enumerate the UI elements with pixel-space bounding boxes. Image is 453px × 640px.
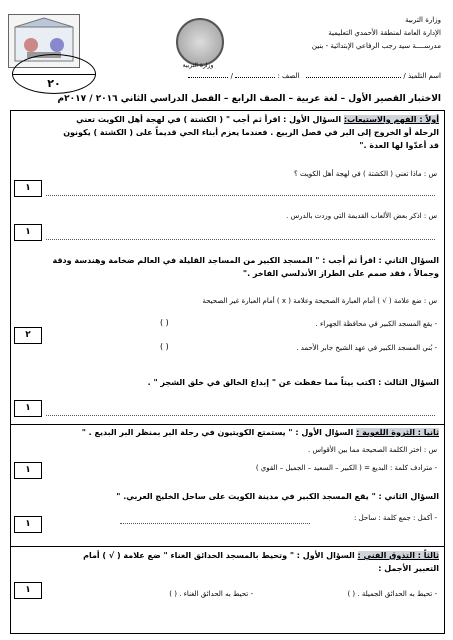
q2-intro: السؤال الثاني : اقرأ ثم أجب : " المسجد الكبير من المساجد القليلة في العالم ضخامة وهندسة ودقة (52, 256, 439, 265)
school-line (291, 40, 441, 53)
s3-option-1[interactable]: - تحيط به الحدائق الجميلة . ( ) (347, 590, 437, 598)
answer-line-s2-q2[interactable] (120, 522, 310, 524)
question-3: السؤال الثالث : اكتب بيتاً مما حفظت عن " إبداع الخالق في خلق الشجر " . (147, 378, 439, 387)
s2-question-1 (14, 426, 439, 439)
student-name-field[interactable] (306, 77, 401, 78)
q2-item-1: - يقع المسجد الكبير في محافظة الجهراء . (315, 320, 437, 328)
s2-question-2: السؤال الثاني : " يقع المسجد الكبير في مدينة الكويت على ساحل الخليج العربي. " (116, 492, 439, 501)
school-label: مدرســــة (412, 42, 441, 50)
section-1-label: أولاً : الفهم والاستيعاب: (343, 115, 439, 124)
ministry-seal (176, 18, 224, 66)
mark-box-q2: ٢ (14, 327, 42, 344)
section-3-label: ثالثاً : التذوق الفني : (357, 551, 439, 560)
s2-q1-item[interactable]: - مترادف كلمة : البديع = ( الكبير – السعيد – الجميل – القوي ) (255, 464, 437, 472)
class-field[interactable] (235, 77, 275, 78)
passage-line-2: الرحلة أو الخروج إلى البر في فصل الربيع . فعندما يعزم أبناء الحي قديماً على ( الكشتة ) يكونون (63, 128, 439, 137)
q2-answer-2[interactable]: ( ) (160, 342, 169, 351)
school-name: سيد رجب الرفاعي الإبتدائية - بنين (311, 42, 411, 50)
s3-option-2[interactable]: - تحيط به الحدائق الغناء . ( ) (169, 590, 253, 598)
score-oval (12, 54, 96, 94)
q2-instruction: س : ضع علامة ( √ ) أمام العبارة الصحيحة وعلامة ( x ) أمام العبارة غير الصحيحة (202, 297, 437, 305)
question-1a: س : ماذا تعني ( الكشتة ) في لهجة أهل الكويت ؟ (294, 170, 437, 178)
mark-box-q1a: ١ (14, 180, 42, 197)
s2-q1-text: السؤال الأول : " يستمتع الكويتيون في رحلة البر بمنظر البر البديع . " (81, 428, 354, 437)
directorate-name: الإدارة العامة لمنطقة الأحمدي التعليمية (328, 29, 441, 37)
passage-line-3: قد أعدّوا لها العدة ." (359, 141, 439, 150)
student-name-label[interactable]: اسم التلميذ / (403, 72, 441, 80)
class-field-2[interactable] (188, 77, 228, 78)
score-divider (13, 74, 95, 75)
q1-intro: السؤال الأول : اقرأ ثم أجب " ( الكشتة ) في لهجة أهل الكويت تعني (76, 115, 342, 124)
question-2 (14, 254, 439, 280)
section-2-label: ثانيا : الثروة اللغوية : (356, 428, 439, 437)
passage-1 (14, 113, 439, 152)
s2-q1-instruction: س : اختر الكلمة الصحيحة مما بين الأقواس . (308, 446, 437, 454)
q2-line-2: وجمالاً ، فقد صمم على الطراز الأندلسي الفاخر ." (242, 269, 439, 278)
question-1b: س : اذكر بعض الألعاب القديمة التي وردت بالدرس . (286, 212, 437, 220)
s2-q2-item: - أكمل : جمع كلمة : ساحل : (354, 514, 437, 522)
answer-line-q3[interactable] (46, 414, 435, 416)
answer-line-q1b[interactable] (46, 238, 435, 240)
section-vocabulary (10, 424, 445, 548)
mark-box-q3: ١ (14, 400, 42, 417)
mark-box-q1b: ١ (14, 224, 42, 241)
s3-question-1 (14, 549, 439, 575)
s3-q1-line-2: التعبير الأجمل : (378, 564, 439, 573)
student-info (96, 72, 441, 80)
q2-item-2: - بُني المسجد الكبير في عهد الشيخ جابر الأحمد . (296, 344, 437, 352)
s3-q1-text: السؤال الأول : " وتحيط بالمسجد الحدائق الغناء " ضع علامة ( √ ) أمام (83, 551, 355, 560)
mark-box-s3-q1: ١ (14, 582, 42, 599)
score-total: ٢٠ (47, 77, 61, 90)
mark-box-s2-q2: ١ (14, 516, 42, 533)
seal-caption: وزارة التربية (182, 62, 214, 69)
passage-line-1 (14, 113, 439, 126)
ministry-name: وزارة التربية (405, 16, 441, 24)
exam-title: الاختبار القصير الأول – لغة عربية – الصف الرابع – الفصل الدراسي الثاني ٢٠١٦ / ٢٠١٧م (57, 94, 441, 104)
q2-answer-1[interactable]: ( ) (160, 318, 169, 327)
s3-q1-line-1 (14, 549, 439, 562)
mark-box-s2-q1: ١ (14, 462, 42, 479)
answer-line-q1a[interactable] (46, 194, 435, 196)
school-header (291, 14, 441, 53)
class-slash: / (230, 72, 233, 80)
class-label: الصف : (277, 72, 300, 80)
